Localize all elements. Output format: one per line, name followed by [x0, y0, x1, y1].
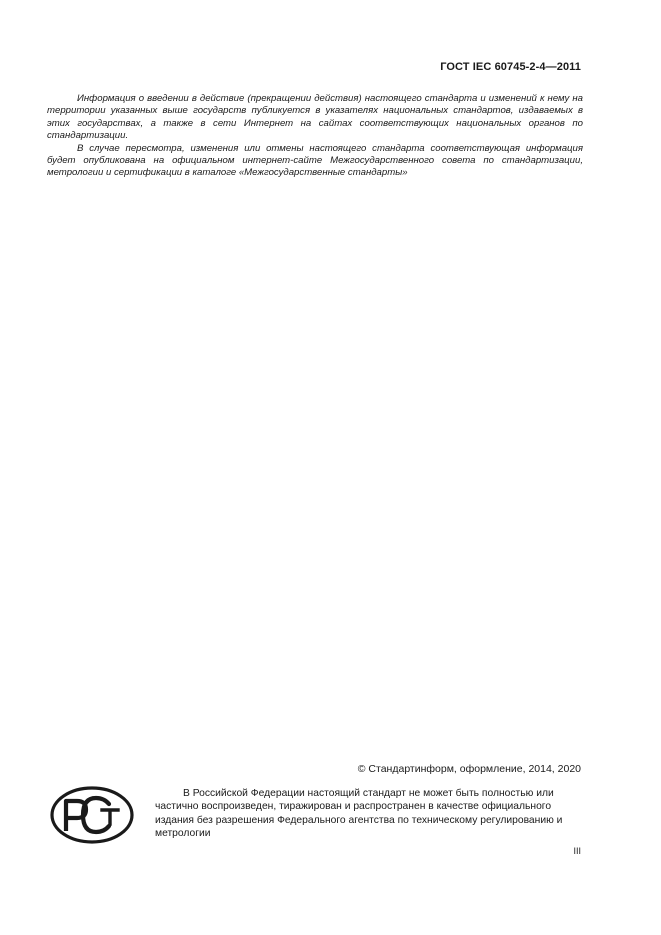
standard-code: ГОСТ IEC 60745-2-4—2011	[440, 61, 581, 73]
copyright-notice: © Стандартинформ, оформление, 2014, 2020	[357, 763, 581, 775]
info-block	[47, 93, 583, 180]
info-paragraph-publication: Информация о введении в действие (прекращении действия) настоящего стандарта и изменений к нему на территории указанных выше государств публикуется в указателях национальных стандартов, издаваемых в этих государствах, а также в сети Интернет на сайтах соответствующих национальных органов по стандартизации.	[47, 93, 583, 142]
page-number: III	[573, 846, 581, 856]
rights-notice	[155, 787, 585, 840]
rights-notice-text: В Российской Федерации настоящий стандарт не может быть полностью или частично воспроизведен, тиражирован и распространен в качестве официального издания без разрешения Федерального агентства по техническому регулированию и метрологии	[155, 788, 563, 839]
gost-r-mark-icon	[50, 786, 134, 844]
info-paragraph-revision: В случае пересмотра, изменения или отмены настоящего стандарта соответствующая информация будет опубликована на официальном интернет-сайте Межгосударственного совета по стандартизации, метрологии и сертификации в каталоге «Межгосударственные стандарты»	[47, 142, 583, 179]
